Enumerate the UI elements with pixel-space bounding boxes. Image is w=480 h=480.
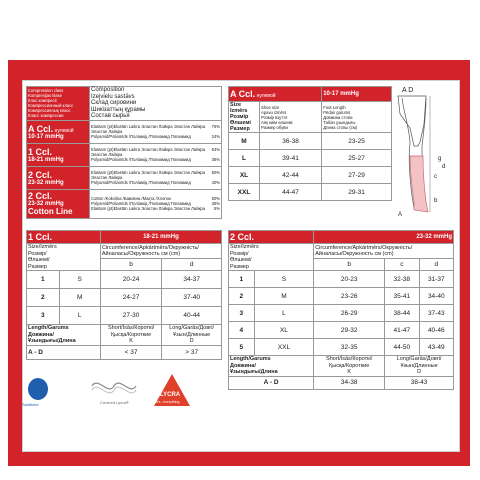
class-2-cotton-composition: Cotton /Kokvilna /Бавовна /Мақта /Хлопок 60% Polyamid/Poliamīds /Поліамід /Полиамид Полиамид 35% Elastam (pt)Elastān Laikra Эластан Лайкра Эластан Лайкра 5% xyxy=(90,189,222,218)
shoe-size-header: Shoe size Apavu izmērs Розмір взуття Аяқ киім өлшемі Размер обуви xyxy=(260,102,322,133)
col-c: c xyxy=(385,259,419,271)
compression-class-header: Compression class Kompresijas klase Клас компресії Компрессионный класс Компрессиялық класс Класс компрессии xyxy=(27,87,90,121)
sanitized-logo-text: Sanitized xyxy=(22,402,39,407)
sanitized-logo xyxy=(28,378,48,400)
table-row: 1 S 20-23 32-38 31-37 xyxy=(229,271,454,288)
class-a-title: A Ccl. нулевой xyxy=(229,87,322,102)
class-1-range: 18-21 mmHg xyxy=(100,231,221,244)
class-2-cotton-label: 2 Ccl. 23-32 mmHg Cotton Line xyxy=(27,189,90,218)
covered-lycra-icon xyxy=(88,374,140,398)
long-header: Long/Garās/Довгі/ Ұзын/Длинные D xyxy=(162,325,222,346)
length-header: Length/Garums Довжина/ Ұзындығы/Длина xyxy=(27,325,101,346)
long-header: Long/Garās/Довгі/ Ұзын/Длинные D xyxy=(385,356,454,377)
legs-diagram xyxy=(396,84,454,220)
table-row: 2 M 24-27 37-40 xyxy=(27,289,222,307)
class-1-title: 1 Ccl. xyxy=(27,231,101,244)
class-a-size-table xyxy=(228,86,392,201)
legs-top-label: A D xyxy=(402,87,414,94)
class-2-composition: Elastam (pt)Elastān Laikra Эластан Лайкра Эластан Лайкра Эластан Лайкра 60% Polyamid/Poliamīds /Поліамід /Полиамид Полиамид 40% xyxy=(90,166,222,189)
class-1-label: 1 Ccl. 18-21 mmHg xyxy=(27,143,90,166)
table-row: A - D < 37 > 37 xyxy=(27,345,222,359)
class-2-label: 2 Ccl. 23-32 mmHg xyxy=(27,166,90,189)
class-1-size-table xyxy=(26,230,222,360)
table-row: 4 XL 29-32 41-47 40-46 xyxy=(229,322,454,339)
size-header: Size/Izmērs Розмір/ Өлшемі/ Размер xyxy=(27,244,101,271)
class-a-range: 10-17 mmHg xyxy=(322,87,392,102)
label-g: g xyxy=(438,156,442,162)
table-row: 1 S 20-24 34-37 xyxy=(27,271,222,289)
class-1-composition: Elastam (pt)Elastān Laikra Эластан Лайкра Эластан Лайкра Эластан Лайкра 64% Polyamid/Poliamīds /Поліамід /Полиамид Полиамид 36% xyxy=(90,143,222,166)
size-header: Size/Izmērs Розмір/ Өлшемі/ Размер xyxy=(229,244,314,271)
table-row: 5 XXL 32-35 44-50 43-49 xyxy=(229,339,454,356)
table-row: 3 L 26-29 38-44 37-43 xyxy=(229,305,454,322)
col-d: d xyxy=(162,259,222,271)
label-a: A xyxy=(398,212,403,218)
class-2-range: 23-32 mmHg xyxy=(314,231,454,244)
table-row: 3 L 27-30 40-44 xyxy=(27,307,222,325)
class-2-size-table xyxy=(228,230,454,390)
lycra-logo-text: LYCRA xyxy=(160,392,181,398)
table-row: 2 M 23-26 35-41 34-40 xyxy=(229,288,454,305)
composition-header: Composition Izejvielu sastāvs Склад сировини Шикізаттың құрамы Состав сырья xyxy=(90,87,222,121)
composition-table xyxy=(26,86,222,219)
table-row: L 39-41 25-27 xyxy=(229,150,392,167)
col-d: d xyxy=(419,259,453,271)
upper-leg-drawing xyxy=(398,96,426,146)
class-2-title: 2 Ccl. xyxy=(229,231,314,244)
foot-length-header: Foot Length Pēdas garums Довжина стопи Табан ұзындығы Длина стопы (см) xyxy=(322,102,392,133)
label-d: d xyxy=(442,164,446,170)
lycra-tagline: It's...everything xyxy=(156,400,180,404)
label-b: b xyxy=(434,198,438,204)
table-row: A - D 34-38 38-43 xyxy=(229,376,454,389)
col-b: b xyxy=(314,259,385,271)
table-row: M 36-38 23-25 xyxy=(229,133,392,150)
class-a-composition: Elastam (pt)Elastān Laikra Эластан Лайкра Эластан Лайкра Эластан Лайкра 76% Polyamid/Poliamīds /Поліамід /Полиамид Полиамид 24% xyxy=(90,120,222,143)
circumference-header: Circumference/Apkārtmērs/Окружність/ Айналасы/Окружность см (cm) xyxy=(100,244,221,259)
size-header: Size Izmērs Розмір Өлшемі Размер xyxy=(229,102,260,133)
short-header: Short/Īsās/Короткі/ Қысқа/Короткие K xyxy=(100,325,161,346)
label-c: c xyxy=(434,174,437,180)
covered-lycra-text: Covered Lycra® xyxy=(100,400,129,405)
class-a-label: A Ccl. нулевой 10-17 mmHg xyxy=(27,120,90,143)
stocking-drawing xyxy=(410,156,428,212)
circumference-header: Circumference/Apkārtmērs/Окружність/ Айналасы/Окружность см (cm) xyxy=(314,244,454,259)
length-header: Length/Garums Довжина/ Ұзындығы/Длина xyxy=(229,356,314,377)
short-header: Short/Īsās/Короткі/ Қысқа/Короткие K xyxy=(314,356,385,377)
table-row: XXL 44-47 29-31 xyxy=(229,184,392,201)
col-b: b xyxy=(100,259,161,271)
table-row: XL 42-44 27-29 xyxy=(229,167,392,184)
